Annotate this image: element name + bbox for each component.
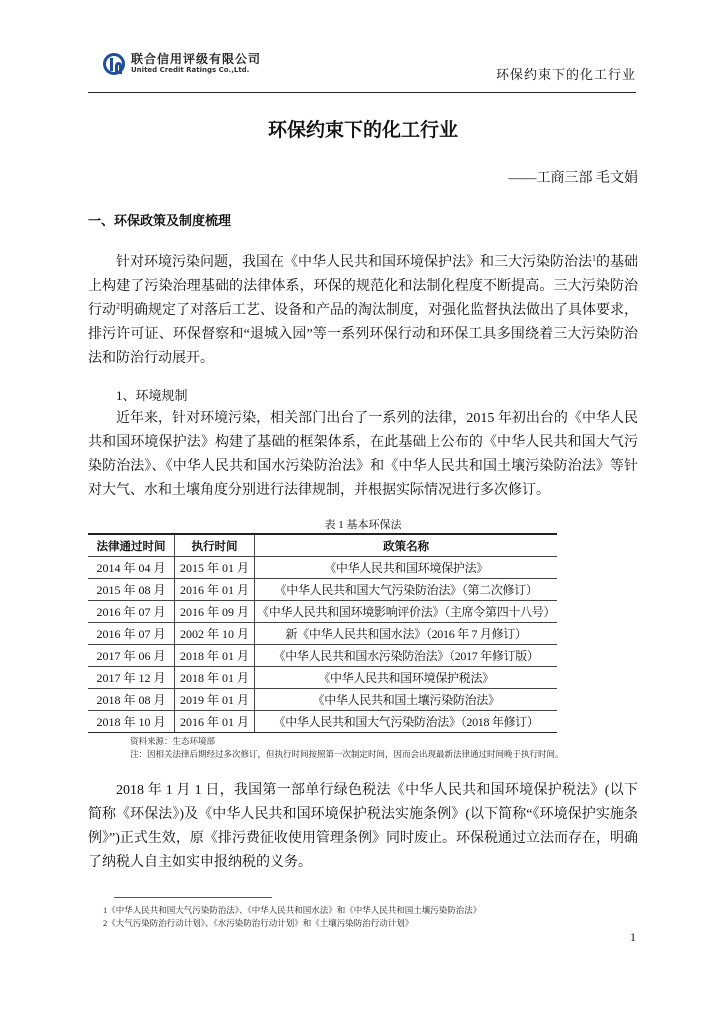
- document-title: 环保约束下的化工行业: [267, 119, 458, 141]
- running-title: 环保约束下的化工行业: [495, 67, 636, 82]
- footnote-divider: [114, 897, 272, 898]
- passed-date-cell: 2017 年 06 月: [88, 645, 175, 667]
- logo-icon: [103, 53, 125, 75]
- table-source: 资料来源：生态环境部: [130, 736, 216, 746]
- passed-date-cell: 2015 年 08 月: [88, 579, 175, 601]
- footnote-ref-2[interactable]: 2: [116, 301, 120, 311]
- page-body: [88, 118, 638, 875]
- passed-date-cell: 2018 年 10 月: [88, 711, 175, 733]
- passed-date-cell: 2018 年 08 月: [88, 689, 175, 711]
- effective-date-cell: 2002 年 10 月: [175, 623, 255, 645]
- col-header: 执行时间: [175, 534, 255, 557]
- paragraph-2: 近年来，针对环境污染，相关部门出台了一系列的法律，2015 年初出台的《中华人民共和国环境保护法》构建了基础的框架体系，在此基础上公布的《中华人民共和国大气污染防治法》、《中华人民共和国水污染防治法》和《中华人民共和国土壤污染防治法》等针对大气、水和土壤角度分别进行法律规制，并根据实际情况进行多次修订。: [88, 411, 638, 498]
- policy-name-cell: 《中华人民共和国环境保护税法》: [255, 667, 558, 689]
- header-divider: [88, 92, 636, 93]
- policy-name-cell: 《中华人民共和国水污染防治法》（2017 年修订版）: [255, 645, 558, 667]
- subsection-heading: 1、环境规制: [116, 388, 188, 403]
- passed-date-cell: 2014 年 04 月: [88, 557, 175, 579]
- table-row: [88, 623, 557, 645]
- table-row: [88, 557, 557, 579]
- col-header: 政策名称: [255, 534, 558, 557]
- policy-name-cell: 《中华人民共和国环境影响评价法》（主席令第四十八号）: [255, 601, 558, 623]
- table-header-row: [88, 534, 557, 557]
- para1-text-a: 针对环境污染问题，我国在《中华人民共和国环境保护法》和三大污染防治法: [116, 255, 592, 270]
- passed-date-cell: 2016 年 07 月: [88, 623, 175, 645]
- footnote-2: 2《大气污染防治行动计划》、《水污染防治行动计划》和《土壤污染防治行动计划》: [103, 918, 414, 928]
- effective-date-cell: 2016 年 01 月: [175, 579, 255, 601]
- effective-date-cell: 2015 年 01 月: [175, 557, 255, 579]
- table-row: [88, 579, 557, 601]
- policy-name-cell: 《中华人民共和国大气污染防治法》（2018 年修订）: [255, 711, 558, 733]
- section-heading: 一、环保政策及制度梳理: [88, 214, 232, 229]
- col-header: 法律通过时间: [88, 534, 175, 557]
- passed-date-cell: 2016 年 07 月: [88, 601, 175, 623]
- policy-name-cell: 《中华人民共和国大气污染防治法》（第二次修订）: [255, 579, 558, 601]
- table-row: [88, 711, 557, 733]
- logo-en: United Credit Ratings Co.,Ltd.: [131, 66, 250, 74]
- table-caption: 表 1 基本环保法: [324, 519, 402, 531]
- paragraph-1: [88, 251, 638, 371]
- paragraph-3: 2018 年 1 月 1 日，我国第一部单行绿色税法《中华人民共和国环境保护税法》(以下简称《环保法》)及《中华人民共和国环境保护税法实施条例》(以下简称“《环境保护实施条例》”)正式生效，原《排污费征收使用管理条例》同时废止。环保税通过立法而存在，明确了纳税人自主如实申报纳税的义务。: [88, 783, 638, 870]
- para1-text-c: 明确规定了对落后工艺、设备和产品的淘汰制度，对强化监督执法做出了具体要求，排污许可证、环保督察和“退城入园”等一系列环保行动和环保工具多围绕着三大污染防治法和防治行动展开。: [88, 303, 638, 366]
- footnotes: [103, 904, 583, 930]
- laws-table: [88, 533, 568, 733]
- logo-cn: 联合信用评级有限公司: [131, 52, 262, 66]
- company-logo: [103, 52, 261, 75]
- table-note: 注：因相关法律后期经过多次修订，但执行时间按照第一次制定时间，因而会出现最新法律通过时间晚于执行时间。: [130, 749, 564, 759]
- effective-date-cell: 2019 年 01 月: [175, 689, 255, 711]
- table-row: [88, 601, 557, 623]
- effective-date-cell: 2016 年 09 月: [175, 601, 255, 623]
- page-number: 1: [630, 930, 636, 944]
- table-row: [88, 667, 557, 689]
- footnote-ref-1[interactable]: 1: [592, 253, 596, 263]
- footnote-1: 1《中华人民共和国大气污染防治法》、《中华人民共和国水法》和《中华人民共和国土壤污染防治法》: [103, 905, 482, 915]
- policy-name-cell: 《中华人民共和国环境保护法》: [255, 557, 558, 579]
- effective-date-cell: 2018 年 01 月: [175, 667, 255, 689]
- effective-date-cell: 2018 年 01 月: [175, 645, 255, 667]
- effective-date-cell: 2016 年 01 月: [175, 711, 255, 733]
- table-row: [88, 645, 557, 667]
- policy-name-cell: 新《中华人民共和国水法》（2016 年 7 月修订）: [255, 623, 558, 645]
- passed-date-cell: 2017 年 12 月: [88, 667, 175, 689]
- para1-text-b: 的基础上构建了污染治理基础的法律体系，环保的规范化和法制化程度不断提高。三大污染防治行动: [88, 255, 638, 318]
- author: ——工商三部 毛文娟: [508, 171, 638, 186]
- table-row: [88, 689, 557, 711]
- policy-name-cell: 《中华人民共和国土壤污染防治法》: [255, 689, 558, 711]
